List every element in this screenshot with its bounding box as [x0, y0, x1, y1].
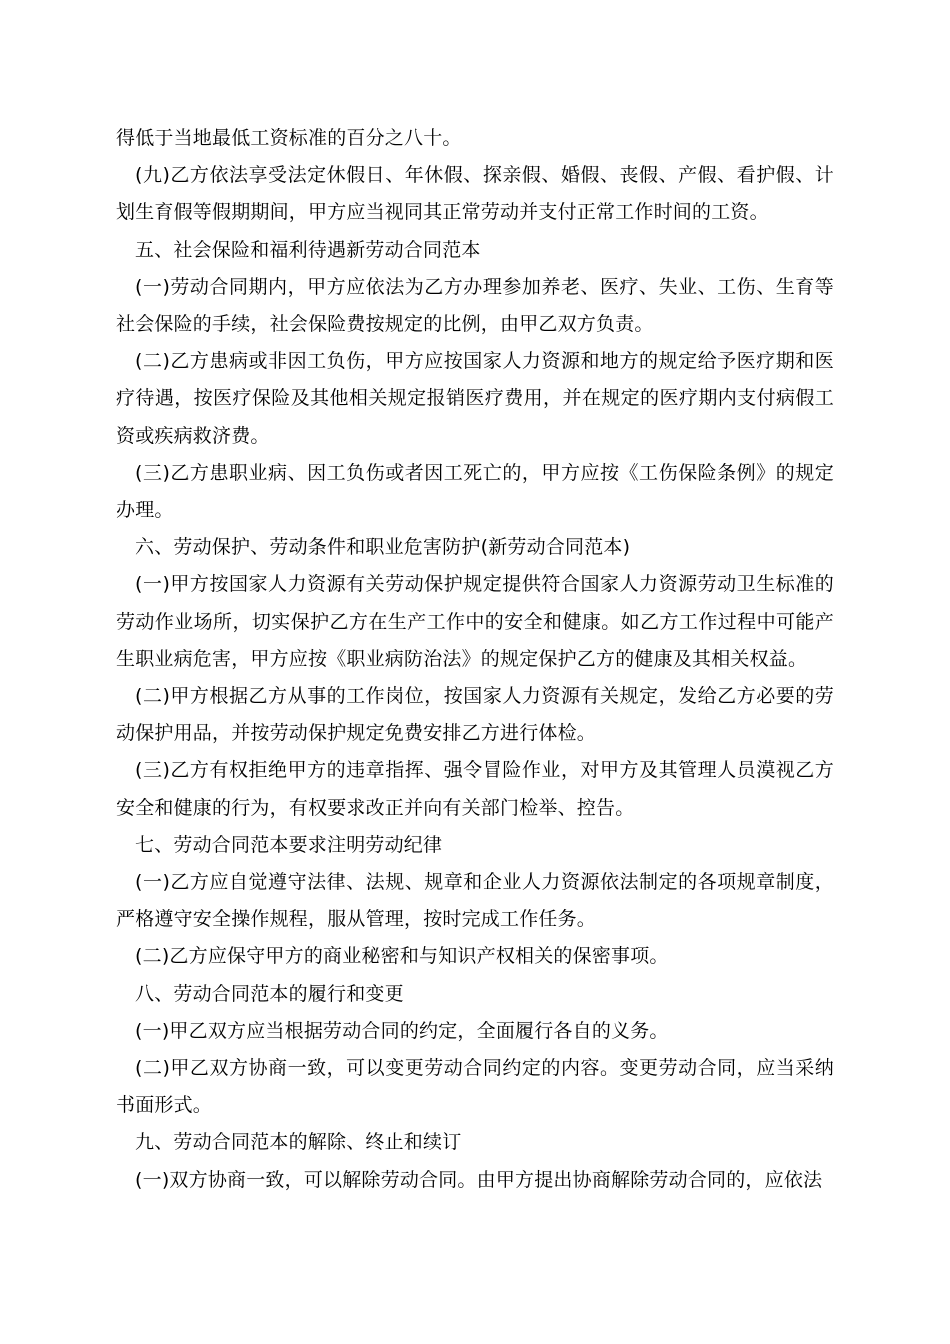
document-body: [116, 120, 834, 1199]
paragraph-5-3: (三)乙方患职业病、因工负伤或者因工死亡的，甲方应按《工伤保险条例》的规定办理。: [116, 461, 834, 522]
paragraph-5-1: (一)劳动合同期内，甲方应依法为乙方办理参加养老、医疗、失业、工伤、生育等社会保险的手续，社会保险费按规定的比例，由甲乙双方负责。: [116, 275, 834, 336]
paragraph-continuation: 得低于当地最低工资标准的百分之八十。: [116, 127, 462, 149]
section-heading-7: 七、劳动合同范本要求注明劳动纪律: [135, 833, 443, 856]
paragraph-6-1: (一)甲方按国家人力资源有关劳动保护规定提供符合国家人力资源劳动卫生标准的劳动作业场所，切实保护乙方在生产工作中的安全和健康。如乙方工作过程中可能产生职业病危害，甲方应按《职业病防治法》的规定保护乙方的健康及其相关权益。: [116, 573, 834, 670]
paragraph-7-1: (一)乙方应自觉遵守法律、法规、规章和企业人力资源依法制定的各项规章制度，严格遵守安全操作规程，服从管理，按时完成工作任务。: [116, 871, 834, 931]
section-heading-5: 五、社会保险和福利待遇新劳动合同范本: [135, 238, 481, 261]
paragraph-8-2: (二)甲乙双方协商一致，可以变更劳动合同约定的内容。变更劳动合同，应当采纳书面形式。: [116, 1057, 834, 1117]
paragraph-7-2: (二)乙方应保守甲方的商业秘密和与知识产权相关的保密事项。: [135, 945, 669, 968]
paragraph-8-1: (一)甲乙双方应当根据劳动合同的约定，全面履行各自的义务。: [135, 1019, 669, 1042]
paragraph-9-1: (一)双方协商一致，可以解除劳动合同。由甲方提出协商解除劳动合同的，应依法: [135, 1168, 823, 1191]
paragraph-6-3: (三)乙方有权拒绝甲方的违章指挥、强令冒险作业，对甲方及其管理人员漠视乙方安全和健康的行为，有权要求改正并向有关部门检举、控告。: [116, 759, 834, 819]
section-heading-8: 八、劳动合同范本的履行和变更: [135, 982, 404, 1005]
section-heading-9: 九、劳动合同范本的解除、终止和续订: [135, 1131, 462, 1154]
section-heading-6: 六、劳动保护、劳动条件和职业危害防护(新劳动合同范本): [135, 536, 631, 559]
paragraph-5-2: (二)乙方患病或非因工负伤，甲方应按国家人力资源和地方的规定给予医疗期和医疗待遇，按医疗保险及其他相关规定报销医疗费用，并在规定的医疗期内支付病假工资或疾病救济费。: [116, 350, 834, 447]
paragraph-clause-9-leave: (九)乙方依法享受法定休假日、年休假、探亲假、婚假、丧假、产假、看护假、计划生育假等假期期间，甲方应当视同其正常劳动并支付正常工作时间的工资。: [116, 164, 834, 224]
paragraph-6-2: (二)甲方根据乙方从事的工作岗位，按国家人力资源有关规定，发给乙方必要的劳动保护用品，并按劳动保护规定免费安排乙方进行体检。: [116, 685, 834, 745]
